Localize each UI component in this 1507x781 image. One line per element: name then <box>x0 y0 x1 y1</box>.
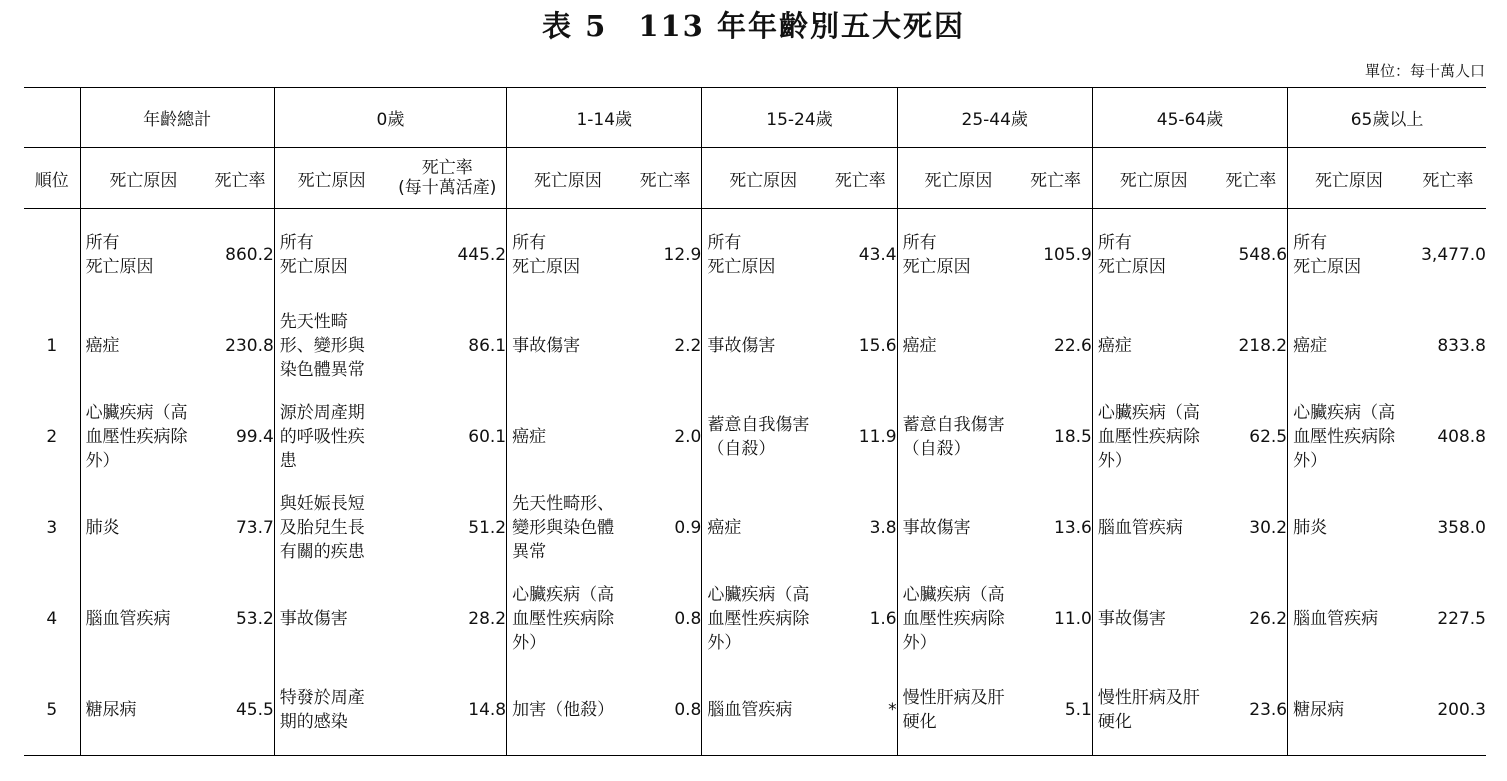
cause-cell <box>702 482 824 573</box>
cause-cell <box>80 300 206 391</box>
cause-line: 外） <box>1293 450 1328 471</box>
cause-cell <box>1288 664 1410 756</box>
cause-cell <box>80 391 206 482</box>
rate-cell: 53.2 <box>235 608 274 629</box>
rate-header: 死亡率 <box>1215 148 1288 209</box>
table-row <box>24 482 1486 573</box>
rate-cell: 2.0 <box>674 426 702 447</box>
rank-cell: 1 <box>46 335 58 356</box>
cause-cell <box>80 482 206 573</box>
cause-line: 心臟疾病（高 <box>902 584 1005 605</box>
age-group-header: 1-14歲 <box>507 88 702 148</box>
cause-cell <box>897 209 1019 301</box>
cause-cell <box>1092 573 1214 664</box>
cause-cell <box>1092 300 1214 391</box>
rate-cell: 3,477.0 <box>1421 244 1486 265</box>
rate-header: 死亡率 <box>629 148 702 209</box>
cause-line: 糖尿病 <box>1293 699 1345 720</box>
cause-line: 外） <box>85 450 120 471</box>
cause-line: 所有 <box>902 232 937 253</box>
rate-cell: 12.9 <box>663 244 702 265</box>
table-row <box>24 664 1486 756</box>
rate-cell: 833.8 <box>1437 335 1486 356</box>
cause-line: 事故傷害 <box>707 335 776 356</box>
table-body <box>24 209 1486 756</box>
age-group-header-row <box>24 88 1486 148</box>
cause-line: 先天性畸 <box>279 311 348 332</box>
cause-line: 所有 <box>85 232 120 253</box>
cause-line: 癌症 <box>707 517 742 538</box>
cause-cell <box>1288 482 1410 573</box>
rate-header: 死亡率 <box>206 148 274 209</box>
cause-line: 外） <box>1097 450 1132 471</box>
cause-line: 先天性畸形、 <box>512 493 615 514</box>
rate-cell: 445.2 <box>457 244 507 265</box>
rate-cell: 11.0 <box>1054 608 1092 629</box>
cause-line: 所有 <box>707 232 742 253</box>
cause-line: 硬化 <box>1097 711 1132 732</box>
cause-line: 蓄意自我傷害 <box>707 414 810 435</box>
rate-cell: 227.5 <box>1437 608 1486 629</box>
rate-cell: 218.2 <box>1238 335 1288 356</box>
age-group-header: 45-64歲 <box>1092 88 1287 148</box>
rate-header-infant-line2: (每十萬活產) <box>398 178 497 198</box>
cause-line: 血壓性疾病除 <box>512 608 615 629</box>
cause-line: 有關的疾患 <box>279 541 365 562</box>
rate-header-infant-line1: 死亡率 <box>421 158 473 178</box>
cause-line: 特發於周產 <box>279 687 365 708</box>
rate-header: 死亡率 <box>1019 148 1092 209</box>
age-group-header: 15-24歲 <box>702 88 897 148</box>
rate-cell: 15.6 <box>858 335 897 356</box>
cause-line: 心臟疾病（高 <box>512 584 615 605</box>
age-group-header: 年齡總計 <box>80 88 274 148</box>
cause-line: 及胎兒生長 <box>279 517 365 538</box>
rate-cell: 548.6 <box>1238 244 1288 265</box>
cause-line: 源於周產期 <box>279 402 365 423</box>
rate-cell: 0.9 <box>674 517 702 538</box>
table-row <box>24 209 1486 301</box>
cause-line: 死亡原因 <box>85 256 154 277</box>
cause-cell <box>1288 573 1410 664</box>
rate-cell: 23.6 <box>1215 664 1288 756</box>
cause-line: 心臟疾病（高 <box>1293 402 1396 423</box>
rank-cell: 2 <box>46 426 58 447</box>
cause-line: （自殺） <box>707 438 776 459</box>
rate-cell: 200.3 <box>1410 664 1486 756</box>
cause-cell <box>897 300 1019 391</box>
cause-cell <box>507 209 629 301</box>
cause-header: 死亡原因 <box>897 148 1019 209</box>
cause-line: 慢性肝病及肝 <box>902 687 1005 708</box>
rate-cell: 45.5 <box>206 664 274 756</box>
cause-line: 蓄意自我傷害 <box>902 414 1005 435</box>
cause-line: 異常 <box>512 541 547 562</box>
cause-line: 肺炎 <box>1293 517 1328 538</box>
cause-line: 事故傷害 <box>279 608 348 629</box>
rate-cell: 1.6 <box>869 608 897 629</box>
cause-cell <box>507 482 629 573</box>
cause-line: 癌症 <box>85 335 120 356</box>
column-header-row <box>24 148 1486 209</box>
cause-cell <box>274 573 388 664</box>
rate-cell: 28.2 <box>468 608 507 629</box>
cause-cell <box>274 391 388 482</box>
cause-cell <box>507 664 629 756</box>
cause-cell <box>897 482 1019 573</box>
rate-cell: 0.8 <box>629 664 702 756</box>
cause-line: 患 <box>279 450 297 471</box>
cause-line: 血壓性疾病除 <box>902 608 1005 629</box>
cause-line: 所有 <box>512 232 547 253</box>
rate-cell: 30.2 <box>1249 517 1288 538</box>
rate-cell: 3.8 <box>869 517 897 538</box>
rank-header-blank <box>24 88 80 148</box>
cause-line: 癌症 <box>1293 335 1328 356</box>
cause-line: 心臟疾病（高 <box>85 402 188 423</box>
table-row <box>24 391 1486 482</box>
cause-header: 死亡原因 <box>274 148 388 209</box>
table-row <box>24 300 1486 391</box>
table-title: 表 5 113 年年齡別五大死因 <box>542 9 965 43</box>
cause-cell <box>1092 482 1214 573</box>
cause-line: 糖尿病 <box>85 699 137 720</box>
cause-line: 腦血管疾病 <box>85 608 171 629</box>
cause-header: 死亡原因 <box>702 148 824 209</box>
age-group-header: 25-44歲 <box>897 88 1092 148</box>
cause-line: 硬化 <box>902 711 937 732</box>
cause-line: 死亡原因 <box>512 256 581 277</box>
cause-cell <box>897 391 1019 482</box>
cause-cell <box>274 209 388 301</box>
cause-cell <box>702 209 824 301</box>
rate-cell: 60.1 <box>468 426 507 447</box>
rate-cell: 860.2 <box>225 244 274 265</box>
cause-line: （自殺） <box>902 438 971 459</box>
rate-cell: 0.8 <box>674 608 702 629</box>
rate-cell: 2.2 <box>674 335 702 356</box>
death-causes-table <box>24 87 1486 756</box>
table-row <box>24 573 1486 664</box>
rate-cell: 18.5 <box>1054 426 1092 447</box>
cause-cell <box>274 482 388 573</box>
cause-line: 癌症 <box>902 335 937 356</box>
rank-header: 順位 <box>24 148 80 209</box>
cause-line: 血壓性疾病除 <box>1097 426 1200 447</box>
cause-line: 心臟疾病（高 <box>707 584 810 605</box>
cause-cell <box>507 300 629 391</box>
rate-cell: 43.4 <box>858 244 897 265</box>
cause-cell <box>1288 391 1410 482</box>
rate-cell: 230.8 <box>225 335 274 356</box>
cause-cell <box>80 209 206 301</box>
unit-label: 單位：每十萬人口 <box>1364 62 1485 80</box>
cause-line: 癌症 <box>1097 335 1132 356</box>
cause-line: 腦血管疾病 <box>1293 608 1379 629</box>
cause-line: 形、變形與 <box>279 335 365 356</box>
cause-line: 變形與染色體 <box>512 517 615 538</box>
rank-cell: 3 <box>46 517 58 538</box>
cause-header: 死亡原因 <box>1288 148 1410 209</box>
cause-line: 所有 <box>1097 232 1132 253</box>
rank-cell: 4 <box>46 608 58 629</box>
cause-header: 死亡原因 <box>80 148 206 209</box>
rate-cell: 5.1 <box>1019 664 1092 756</box>
rank-cell <box>24 209 80 301</box>
cause-line: 事故傷害 <box>902 517 971 538</box>
cause-cell <box>274 664 388 756</box>
cause-line: 癌症 <box>512 426 547 447</box>
cause-line: 腦血管疾病 <box>1097 517 1183 538</box>
cause-line: 所有 <box>1293 232 1328 253</box>
rate-cell: 86.1 <box>468 335 507 356</box>
age-group-header: 65歲以上 <box>1288 88 1486 148</box>
cause-line: 慢性肝病及肝 <box>1097 687 1200 708</box>
cause-cell <box>702 573 824 664</box>
cause-line: 血壓性疾病除 <box>85 426 188 447</box>
cause-line: 的呼吸性疾 <box>279 426 365 447</box>
cause-cell <box>507 391 629 482</box>
rank-cell: 5 <box>24 664 80 756</box>
rate-cell: 408.8 <box>1437 426 1486 447</box>
cause-line: 死亡原因 <box>1097 256 1166 277</box>
cause-cell <box>274 300 388 391</box>
cause-line: 加害（他殺） <box>512 699 615 720</box>
cause-line: 期的感染 <box>279 711 348 732</box>
cause-line: 血壓性疾病除 <box>707 608 810 629</box>
rate-cell: 22.6 <box>1054 335 1092 356</box>
rate-cell: 11.9 <box>858 426 897 447</box>
rate-header: 死亡率 <box>824 148 897 209</box>
cause-header: 死亡原因 <box>507 148 629 209</box>
cause-line: 染色體異常 <box>279 359 365 380</box>
cause-cell <box>1092 664 1214 756</box>
rate-cell: 13.6 <box>1054 517 1092 538</box>
cause-cell <box>80 573 206 664</box>
rate-header: 死亡率 <box>1410 148 1486 209</box>
rate-cell: 51.2 <box>468 517 507 538</box>
cause-cell <box>507 573 629 664</box>
rate-cell: 358.0 <box>1437 517 1486 538</box>
cause-line: 外） <box>902 632 937 653</box>
rate-cell: 62.5 <box>1249 426 1288 447</box>
cause-cell <box>80 664 206 756</box>
cause-cell <box>1288 300 1410 391</box>
cause-cell <box>1092 391 1214 482</box>
rate-cell: 73.7 <box>235 517 274 538</box>
cause-line: 肺炎 <box>85 517 120 538</box>
rate-cell: 14.8 <box>388 664 506 756</box>
cause-line: 死亡原因 <box>902 256 971 277</box>
rate-cell: * <box>824 664 897 756</box>
cause-line: 腦血管疾病 <box>707 699 793 720</box>
cause-cell <box>897 573 1019 664</box>
cause-cell <box>1288 209 1410 301</box>
cause-line: 死亡原因 <box>707 256 776 277</box>
cause-cell <box>1092 209 1214 301</box>
cause-cell <box>702 391 824 482</box>
rate-header-infant <box>388 148 506 209</box>
cause-line: 所有 <box>279 232 314 253</box>
cause-line: 外） <box>707 632 742 653</box>
cause-line: 事故傷害 <box>1097 608 1166 629</box>
rate-cell: 99.4 <box>235 426 274 447</box>
cause-line: 死亡原因 <box>279 256 348 277</box>
cause-cell <box>897 664 1019 756</box>
rate-cell: 105.9 <box>1043 244 1092 265</box>
cause-line: 血壓性疾病除 <box>1293 426 1396 447</box>
cause-line: 心臟疾病（高 <box>1097 402 1200 423</box>
cause-cell <box>702 300 824 391</box>
cause-line: 事故傷害 <box>512 335 581 356</box>
rate-cell: 26.2 <box>1249 608 1288 629</box>
cause-line: 外） <box>512 632 547 653</box>
cause-line: 死亡原因 <box>1293 256 1362 277</box>
age-group-header: 0歲 <box>274 88 506 148</box>
cause-line: 與妊娠長短 <box>279 493 365 514</box>
cause-header: 死亡原因 <box>1092 148 1214 209</box>
cause-cell <box>702 664 824 756</box>
